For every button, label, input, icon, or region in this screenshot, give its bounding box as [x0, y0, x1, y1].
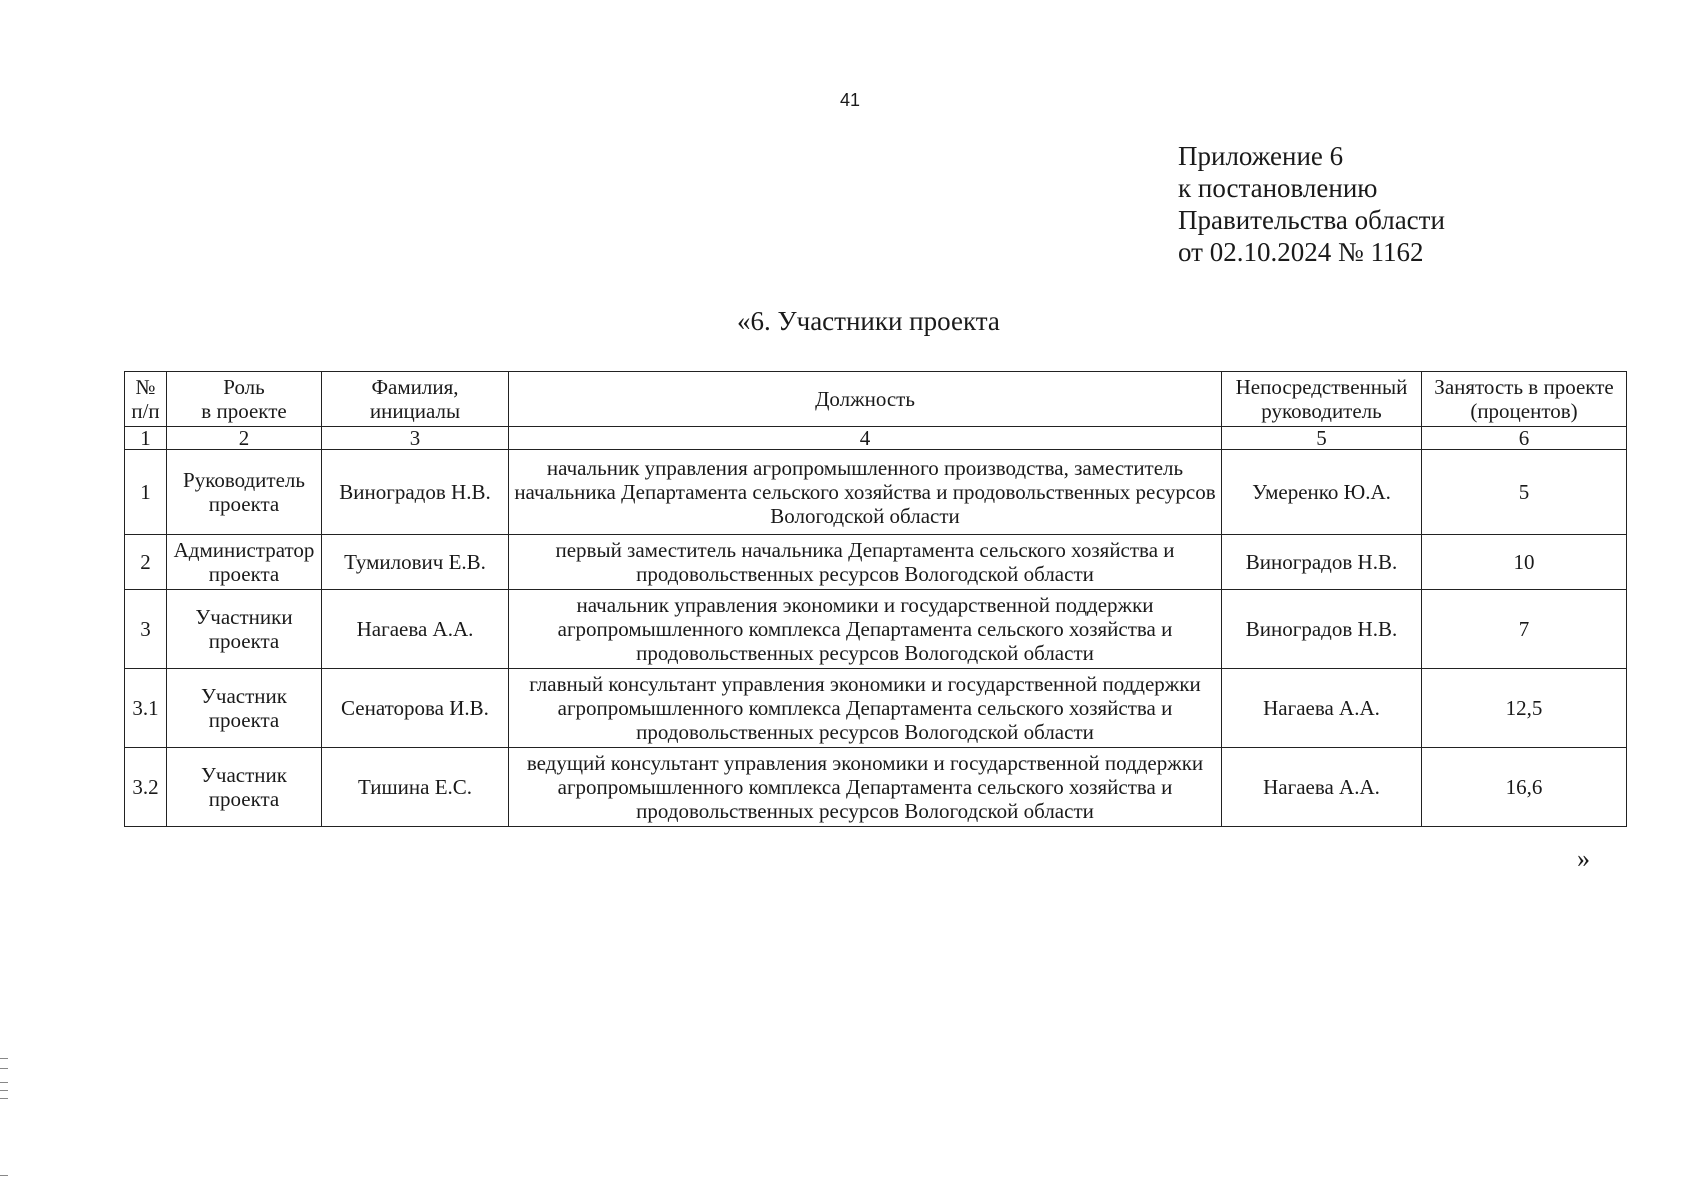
row-manager: Нагаева А.А.	[1222, 669, 1422, 748]
row-num: 3.1	[125, 669, 167, 748]
header-role	[167, 372, 322, 427]
column-number: 2	[167, 427, 322, 450]
row-name: Нагаева А.А.	[322, 590, 509, 669]
row-share: 7	[1422, 590, 1627, 669]
header-text: Занятость в проекте	[1434, 375, 1614, 399]
row-position: первый заместитель начальника Департамента сельского хозяйства и продовольственных ресурсов Вологодской области	[509, 535, 1222, 590]
appendix-block	[1178, 140, 1445, 268]
row-position: главный консультант управления экономики и государственной поддержки агропромышленного комплекса Департамента сельского хозяйства и продовольственных ресурсов Вологодской области	[509, 669, 1222, 748]
header-text: в проекте	[201, 399, 287, 423]
table-row	[125, 450, 1627, 535]
header-text: инициалы	[369, 399, 461, 423]
row-manager: Виноградов Н.В.	[1222, 535, 1422, 590]
role-text: проекта	[208, 708, 280, 732]
row-name: Сенаторова И.В.	[322, 669, 509, 748]
header-name	[322, 372, 509, 427]
row-role	[167, 535, 322, 590]
table-row	[125, 535, 1627, 590]
appendix-line: Правительства области	[1178, 205, 1445, 235]
row-name: Виноградов Н.В.	[322, 450, 509, 535]
table-header-row	[125, 372, 1627, 427]
row-num: 2	[125, 535, 167, 590]
header-text: (процентов)	[1470, 399, 1578, 423]
role-text: проекта	[208, 492, 280, 516]
role-text: Участники	[195, 605, 293, 629]
closing-quote: »	[1577, 844, 1590, 873]
row-manager: Нагаева А.А.	[1222, 748, 1422, 827]
header-share	[1422, 372, 1627, 427]
row-share: 12,5	[1422, 669, 1627, 748]
page-number: 41	[840, 90, 861, 110]
header-text: Фамилия,	[371, 375, 459, 399]
section-title: «6. Участники проекта	[737, 306, 1000, 336]
column-number: 4	[509, 427, 1222, 450]
scan-artifact	[0, 1090, 8, 1091]
row-role	[167, 590, 322, 669]
scan-artifact	[0, 1082, 8, 1083]
row-position: ведущий консультант управления экономики и государственной поддержки агропромышленного комплекса Департамента сельского хозяйства и продовольственных ресурсов Вологодской области	[509, 748, 1222, 827]
header-manager	[1222, 372, 1422, 427]
scan-artifact	[0, 1058, 8, 1059]
role-text: проекта	[208, 562, 280, 586]
table-row	[125, 590, 1627, 669]
row-role	[167, 669, 322, 748]
header-text: Непосредственный	[1235, 375, 1408, 399]
row-position: начальник управления экономики и государственной поддержки агропромышленного комплекса Департамента сельского хозяйства и продовольственных ресурсов Вологодской области	[509, 590, 1222, 669]
header-num	[125, 372, 167, 427]
table-row	[125, 748, 1627, 827]
row-share: 16,6	[1422, 748, 1627, 827]
row-position: начальник управления агропромышленного производства, заместитель начальника Департамента сельского хозяйства и продовольственных ресурсов Вологодской области	[509, 450, 1222, 535]
column-number: 5	[1222, 427, 1422, 450]
column-number: 3	[322, 427, 509, 450]
role-text: проекта	[208, 787, 280, 811]
appendix-line: Приложение 6	[1178, 141, 1344, 171]
header-position	[509, 372, 1222, 427]
row-role	[167, 450, 322, 535]
row-num: 3	[125, 590, 167, 669]
role-text: проекта	[208, 629, 280, 653]
column-number-row	[125, 427, 1627, 450]
appendix-line: к постановлению	[1178, 173, 1378, 203]
row-share: 5	[1422, 450, 1627, 535]
header-text: Должность	[815, 387, 915, 411]
header-text: руководитель	[1261, 399, 1382, 423]
appendix-line: от 02.10.2024 № 1162	[1178, 237, 1424, 267]
column-number: 1	[125, 427, 167, 450]
row-share: 10	[1422, 535, 1627, 590]
row-manager: Виноградов Н.В.	[1222, 590, 1422, 669]
role-text: Руководитель	[183, 468, 305, 492]
role-text: Администратор	[173, 538, 315, 562]
role-text: Участник	[201, 684, 287, 708]
scan-artifact	[0, 1175, 8, 1176]
scan-artifact	[0, 1098, 8, 1099]
row-num: 1	[125, 450, 167, 535]
header-text: №	[135, 375, 156, 399]
column-number: 6	[1422, 427, 1627, 450]
header-text: п/п	[131, 399, 160, 423]
row-name: Тишина Е.С.	[322, 748, 509, 827]
row-name: Тумилович Е.В.	[322, 535, 509, 590]
header-text: Роль	[223, 375, 265, 399]
role-text: Участник	[201, 763, 287, 787]
scan-artifact	[0, 1068, 8, 1069]
row-role	[167, 748, 322, 827]
table-row	[125, 669, 1627, 748]
participants-table	[124, 371, 1627, 827]
row-manager: Умеренко Ю.А.	[1222, 450, 1422, 535]
row-num: 3.2	[125, 748, 167, 827]
